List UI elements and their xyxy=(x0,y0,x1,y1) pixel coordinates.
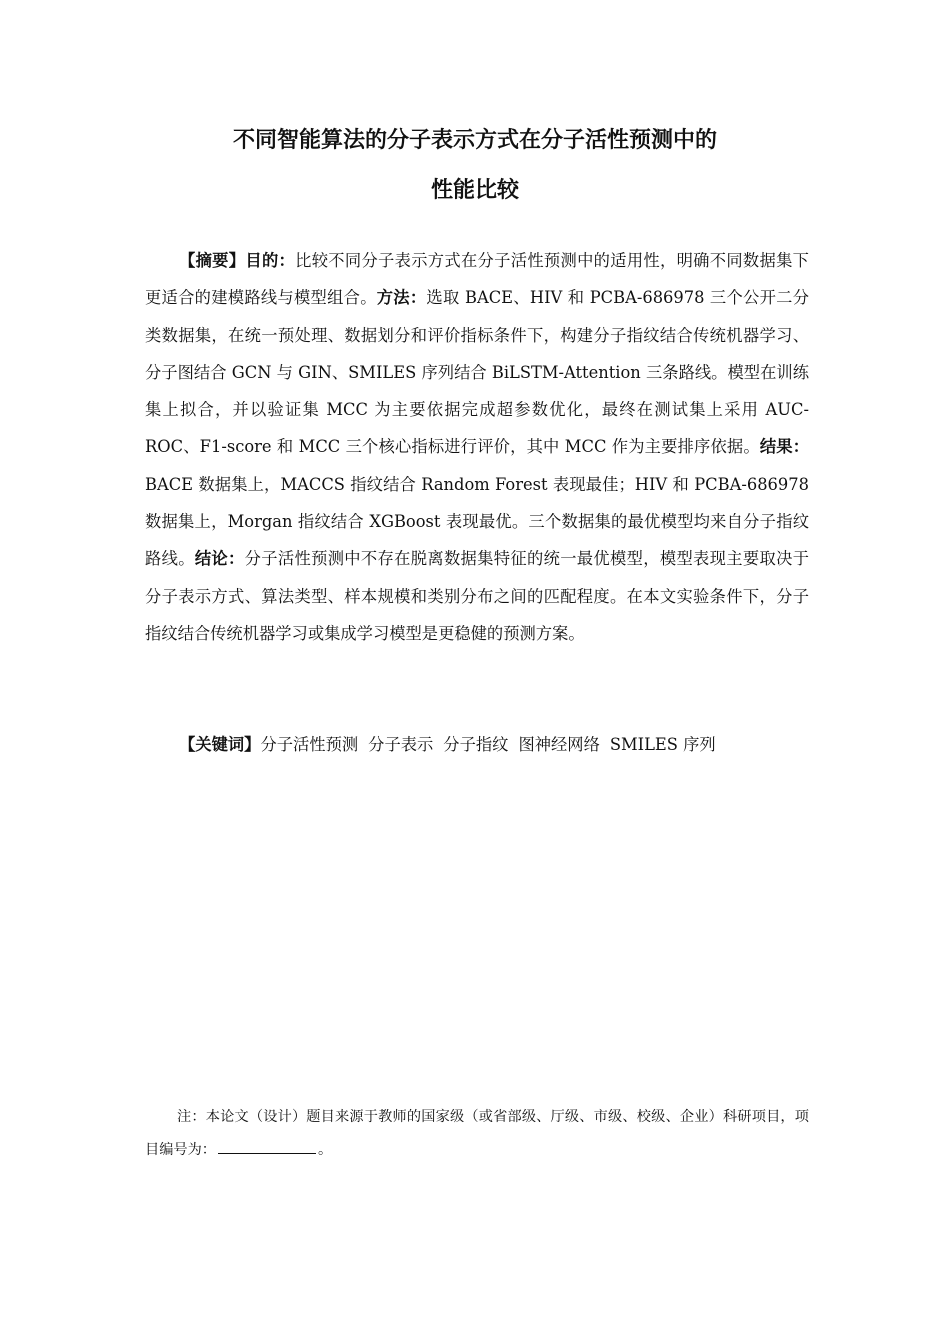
results-text: BACE 数据集上，MACCS 指纹结合 Random Forest 表现最佳；HIV 和 PCBA-686978 数据集上，Morgan 指纹结合 XGBoost 表现最优。三个数据集的最优模型均来自分子指纹路线。 xyxy=(145,474,809,569)
abstract-label-text: 摘要 xyxy=(195,251,229,270)
keyword-item: 分子指纹 xyxy=(443,735,509,754)
keyword-item: SMILES 序列 xyxy=(609,735,716,754)
footnote xyxy=(145,1101,809,1167)
purpose-text: 比较不同分子表示方式在分子活性预测中的适用性，明确不同数据集下更适合的建模路线与模型组合。 xyxy=(145,251,809,308)
keyword-item: 图神经网络 xyxy=(518,735,600,754)
project-number-blank xyxy=(218,1139,316,1154)
keywords-label xyxy=(179,735,260,754)
conclusion-text: 分子活性预测中不存在脱离数据集特征的统一最优模型，模型表现主要取决于分子表示方式、算法类型、样本规模和类别分布之间的匹配程度。在本文实验条件下，分子指纹结合传统机器学习或集成学习模型是更稳健的预测方案。 xyxy=(145,549,809,643)
abstract-bracket-open: 【 xyxy=(179,251,196,270)
abstract-bracket-close: 】 xyxy=(228,251,246,270)
footnote-text: 注：本论文（设计）题目来源于教师的国家级（或省部级、厅级、市级、校级、企业）科研项目，项目编号为： xyxy=(145,1109,809,1158)
keywords-bracket-close: 】 xyxy=(244,735,261,754)
methods-text: 选取 BACE、HIV 和 PCBA-686978 三个公开二分类数据集，在统一预处理、数据划分和评价指标条件下，构建分子指纹结合传统机器学习、分子图结合 GCN 与 GIN、SMILES 序列结合 BiLSTM-Attention 三条路线。模型在训练集上拟合，并以验证集 MCC 为主要依据完成超参数优化，最终在测试集上采用 AUC-ROC、F1-score 和 MCC 三个核心指标进行评价，其中 MCC 作为主要排序依据。 xyxy=(145,288,809,457)
keywords-bracket-open: 【 xyxy=(179,735,196,754)
footnote-end: 。 xyxy=(317,1142,333,1158)
keyword-item: 分子表示 xyxy=(368,735,434,754)
keywords-line xyxy=(179,726,819,763)
conclusion-label: 结论： xyxy=(194,549,245,569)
abstract-label xyxy=(179,251,245,270)
keyword-item: 分子活性预测 xyxy=(260,735,359,754)
paper-title-line-1: 不同智能算法的分子表示方式在分子活性预测中的 xyxy=(232,128,717,153)
results-label: 结果： xyxy=(759,437,809,457)
abstract-paragraph xyxy=(145,242,809,652)
methods-label: 方法： xyxy=(376,288,427,308)
keywords-label-text: 关键词 xyxy=(195,735,245,754)
paper-title-line-2: 性能比较 xyxy=(430,178,519,203)
purpose-label: 目的： xyxy=(245,251,296,270)
